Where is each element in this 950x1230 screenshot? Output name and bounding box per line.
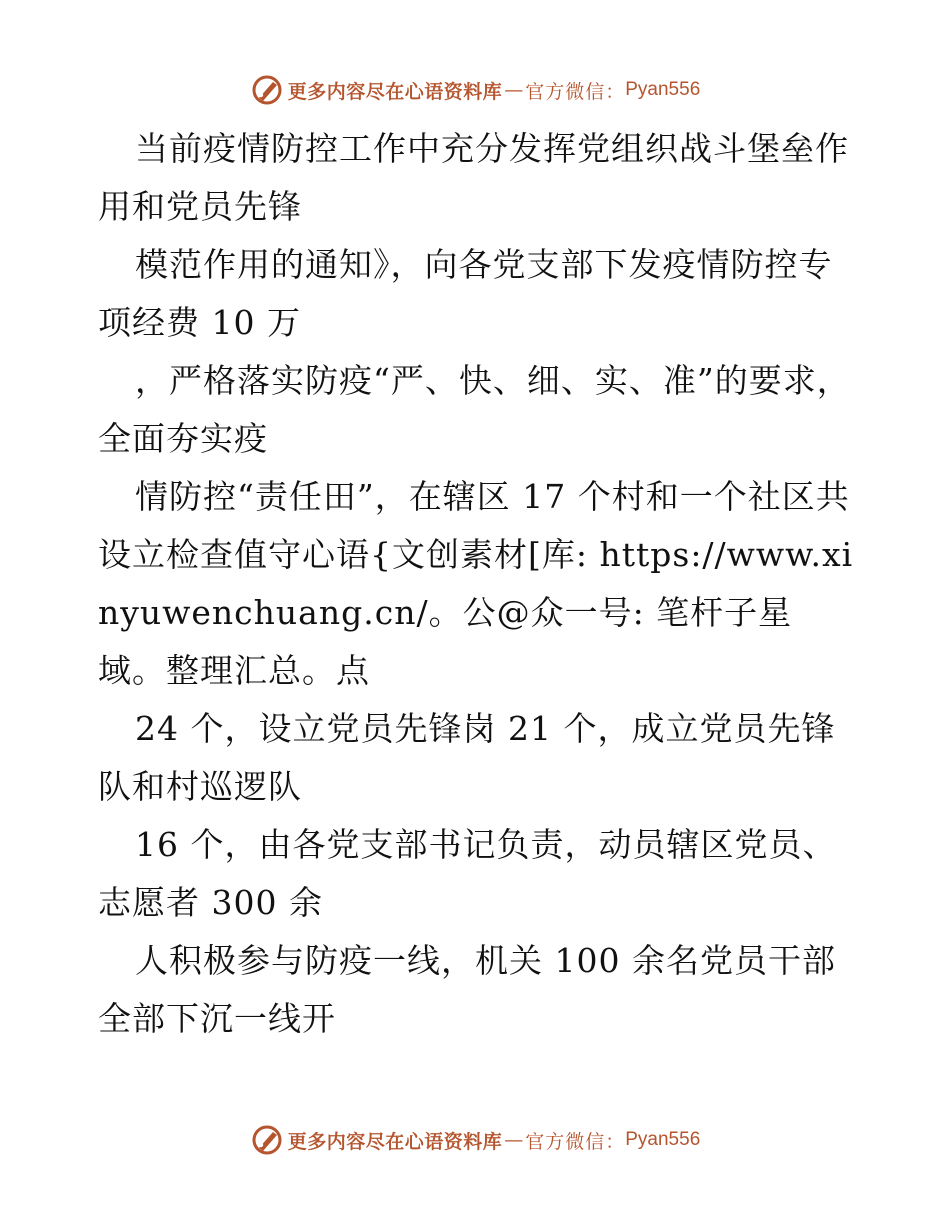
banner-wechat-id: Pyan556 [625, 1129, 701, 1150]
paragraph-5: 24 个，设立党员先锋岗 21 个，成立党员先锋队和村巡逻队 [98, 709, 836, 806]
banner-wechat-label: 官方微信： [525, 1130, 626, 1153]
banner-wechat-id: Pyan556 [625, 79, 701, 100]
pen-logo-icon [250, 1123, 284, 1157]
header-watermark-banner [0, 70, 950, 110]
footer-watermark-banner [0, 1120, 950, 1160]
paragraph-7: 人积极参与防疫一线，机关 100 余名党员干部全部下沉一线开 [98, 941, 836, 1038]
banner-separator: — [504, 79, 524, 101]
banner-separator: — [504, 1129, 524, 1151]
paragraph-6: 16 个，由各党支部书记负责，动员辖区党员、志愿者 300 余 [98, 825, 837, 922]
banner-main-text: 更多内容尽在心语资料库 [287, 1130, 503, 1153]
paragraph-4: 情防控“责任田”，在辖区 17 个村和一个社区共设立检查值守心语{文创素材[库: https://www.xinyuwenchuang.cn/。公@众一号: 笔杆子星域。整理汇总。点 [98, 477, 854, 690]
pen-logo-icon [250, 73, 284, 107]
banner-main-text: 更多内容尽在心语资料库 [287, 80, 503, 103]
document-body [98, 120, 858, 1048]
paragraph-1: 当前疫情防控工作中充分发挥党组织战斗堡垒作用和党员先锋 [98, 129, 849, 226]
paragraph-3: ，严格落实防疫“严、快、细、实、准”的要求，全面夯实疫 [98, 361, 851, 458]
banner-wechat-label: 官方微信： [525, 80, 626, 103]
paragraph-2: 模范作用的通知》，向各党支部下发疫情防控专项经费 10 万 [98, 245, 833, 342]
